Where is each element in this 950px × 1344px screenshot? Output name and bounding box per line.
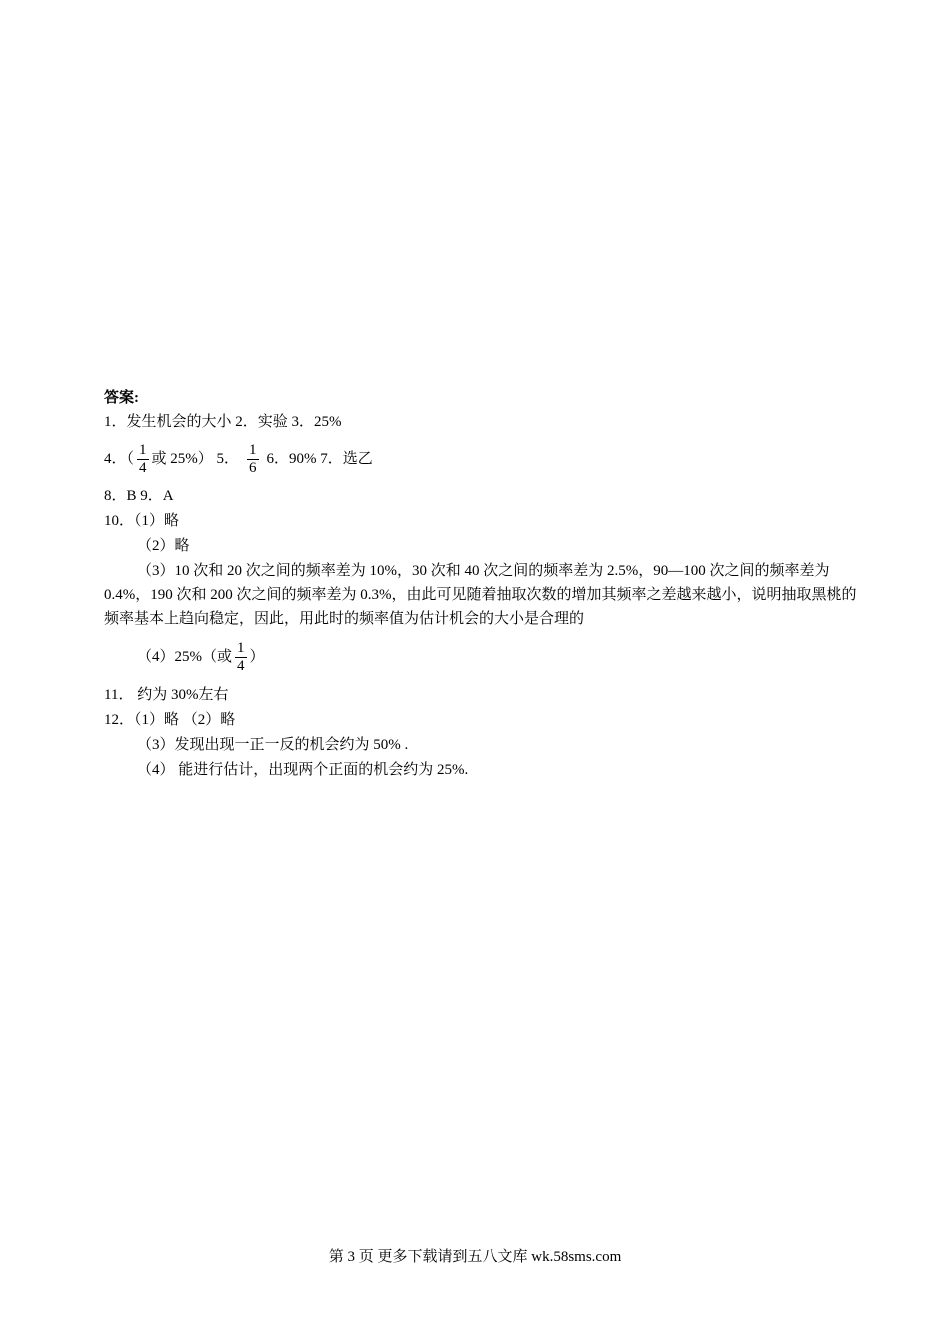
q4-fraction-numerator: 1 (139, 442, 147, 459)
q11-answer: 11． 约为 30%左右 (104, 687, 229, 703)
q10-part-4-prefix: （4）25%（或 (137, 649, 232, 665)
answer-line-2 (104, 438, 373, 480)
q10-label: 10．（1）略 (104, 513, 180, 529)
q10-part-4-fraction (235, 640, 247, 675)
q12-part-4: （4） 能进行估计，出现两个正面的机会约为 25%. (137, 762, 469, 778)
q10-part-4-fraction-numerator: 1 (237, 640, 245, 657)
q10-part-4-suffix: ） (249, 649, 265, 665)
q12-label: 12．（1）略 （2）略 (104, 712, 236, 728)
q5-fraction (247, 442, 259, 477)
q4-suffix: 或 25%） 5． (151, 451, 240, 467)
q4-fraction (137, 442, 149, 477)
q10-part-4-fraction-denominator: 4 (237, 658, 245, 675)
answers-heading: 答案: (104, 390, 139, 406)
q10-part-3: （3）10 次和 20 次之间的频率差为 10%，30 次和 40 次之间的频率差为 2.5%，90—100 次之间的频率差为 0.4%，190 次和 200 次之间的频率差为 0.3%，由此可见随着抽取次数的增加其频率之差越来越小，说明抽取黑桃的频率基本上趋向稳定，因此，用此时的频率值为估计机会的大小是合理的 (104, 563, 857, 627)
answer-line-3: 8．B 9．A (104, 488, 174, 504)
q10-part-2: （2）略 (137, 538, 190, 554)
q6-q7-answers: 6．90% 7．选乙 (266, 451, 373, 467)
q5-fraction-numerator: 1 (249, 442, 257, 459)
q12-part-3: （3）发现出现一正一反的机会约为 50% . (137, 737, 409, 753)
q10-part-4 (137, 636, 265, 678)
q5-fraction-denominator: 6 (249, 460, 257, 477)
q4-prefix: 4．（ (104, 451, 135, 467)
q4-fraction-denominator: 4 (139, 460, 147, 477)
answer-line-1: 1．发生机会的大小 2．实验 3．25% (104, 414, 342, 430)
page-footer: 第 3 页 更多下载请到五八文库 wk.58sms.com (328, 1249, 622, 1265)
